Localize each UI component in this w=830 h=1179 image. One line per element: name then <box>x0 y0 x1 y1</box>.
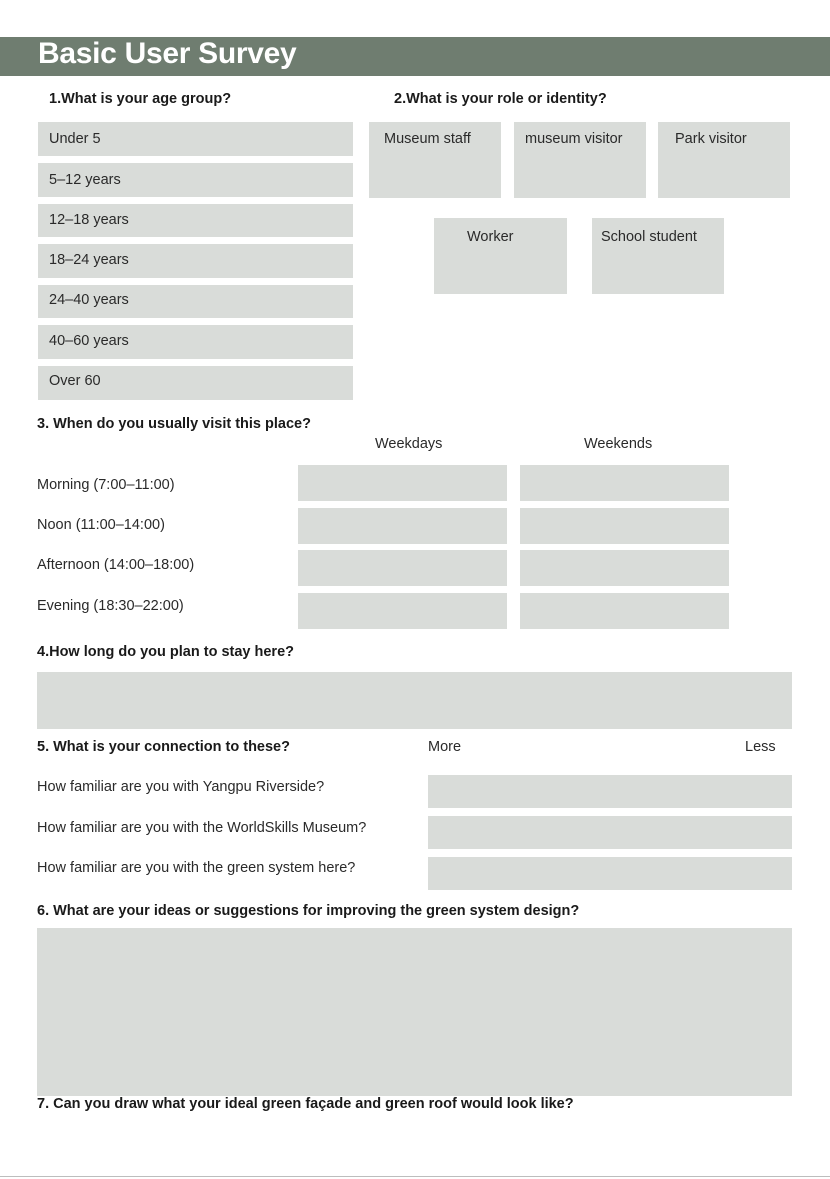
scale-less-label: Less <box>745 739 776 755</box>
option-label: Under 5 <box>49 131 101 147</box>
question-3: 3. When do you usually visit this place? <box>37 416 311 432</box>
morning-weekends-cell[interactable] <box>520 465 729 501</box>
column-weekends: Weekends <box>584 436 653 452</box>
option-label: museum visitor <box>525 131 623 147</box>
stay-duration-input[interactable] <box>37 672 792 729</box>
question-4: 4.How long do you plan to stay here? <box>37 644 294 660</box>
scale-more-label: More <box>428 739 462 755</box>
familiarity-museum-label: How familiar are you with the WorldSkills Museum? <box>37 820 367 836</box>
option-label: Museum staff <box>384 131 471 147</box>
noon-weekdays-cell[interactable] <box>298 508 507 544</box>
question-6: 6. What are your ideas or suggestions for improving the green system design? <box>37 903 580 919</box>
option-label: Worker <box>467 229 514 245</box>
option-label: 40–60 years <box>49 333 129 349</box>
row-evening: Evening (18:30–22:00) <box>37 598 184 614</box>
option-label: School student <box>601 229 697 245</box>
familiarity-green-system-label: How familiar are you with the green system here? <box>37 860 356 876</box>
age-option-5-12[interactable] <box>38 163 353 197</box>
row-afternoon: Afternoon (14:00–18:00) <box>37 557 195 573</box>
age-option-12-18[interactable] <box>38 204 353 237</box>
option-label: 18–24 years <box>49 252 129 268</box>
evening-weekends-cell[interactable] <box>520 593 729 629</box>
age-option-40-60[interactable] <box>38 325 353 359</box>
afternoon-weekdays-cell[interactable] <box>298 550 507 586</box>
question-7: 7. Can you draw what your ideal green façade and green roof would look like? <box>37 1096 574 1112</box>
age-option-over-60[interactable] <box>38 366 353 400</box>
option-label: 24–40 years <box>49 292 129 308</box>
suggestions-textarea[interactable] <box>37 928 792 1096</box>
page-bottom-divider <box>0 1176 830 1177</box>
familiarity-yangpu-label: How familiar are you with Yangpu Riverside? <box>37 779 325 795</box>
familiarity-green-system-scale[interactable] <box>428 857 792 890</box>
age-option-18-24[interactable] <box>38 244 353 278</box>
evening-weekdays-cell[interactable] <box>298 593 507 629</box>
column-weekdays: Weekdays <box>375 436 443 452</box>
afternoon-weekends-cell[interactable] <box>520 550 729 586</box>
age-option-under-5[interactable] <box>38 122 353 156</box>
option-label: Park visitor <box>675 131 747 147</box>
option-label: Over 60 <box>49 373 101 389</box>
age-option-24-40[interactable] <box>38 285 353 318</box>
option-label: 12–18 years <box>49 212 129 228</box>
role-option-school-student[interactable] <box>592 218 724 294</box>
row-noon: Noon (11:00–14:00) <box>37 517 165 533</box>
question-2: 2.What is your role or identity? <box>394 91 607 107</box>
noon-weekends-cell[interactable] <box>520 508 729 544</box>
role-option-park-visitor[interactable] <box>658 122 790 198</box>
question-5: 5. What is your connection to these? <box>37 739 290 755</box>
option-label: 5–12 years <box>49 172 121 188</box>
familiarity-museum-scale[interactable] <box>428 816 792 849</box>
question-1: 1.What is your age group? <box>49 91 232 107</box>
role-option-museum-staff[interactable] <box>369 122 501 198</box>
page-title: Basic User Survey <box>38 37 297 70</box>
role-option-worker[interactable] <box>434 218 567 294</box>
familiarity-yangpu-scale[interactable] <box>428 775 792 808</box>
morning-weekdays-cell[interactable] <box>298 465 507 501</box>
role-option-museum-visitor[interactable] <box>514 122 646 198</box>
row-morning: Morning (7:00–11:00) <box>37 477 175 493</box>
